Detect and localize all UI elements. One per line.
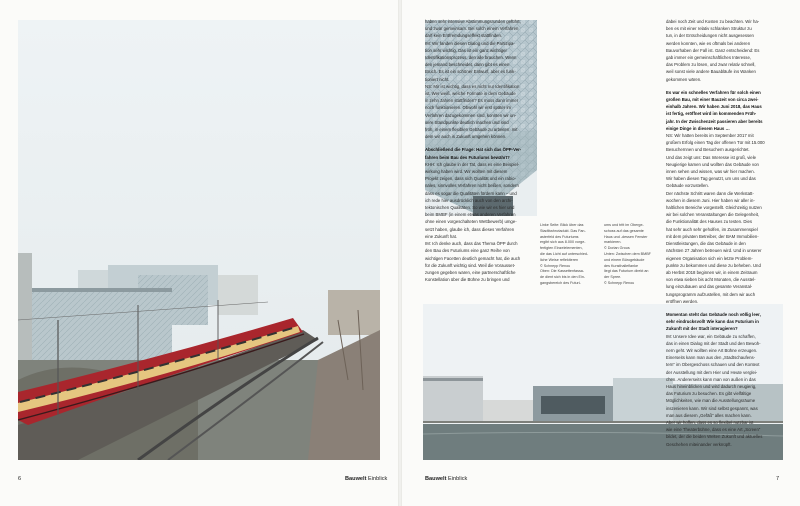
body-line: Gebäude vorzustellen. xyxy=(666,183,709,189)
body-line: Einerseits kann man aus den „Stadtschaufens- xyxy=(666,355,756,361)
caption-left xyxy=(540,223,596,287)
body-line: IM: Unsere Idee war, ein Gebäude zu schaffen, xyxy=(666,333,756,339)
body-line: darf kein Entfremdungseffekt stattfinden. xyxy=(425,33,503,39)
body-line: nales, sinnvolles Verfahren nicht beißen, sondern xyxy=(425,183,519,189)
question-line: ist fertig, eröffnet wird im kommenden Früh- xyxy=(666,111,757,117)
body-line: ab Herbst 2018 beginnen wir, in einem Zeitraum xyxy=(666,269,758,275)
caption-line: Haus und -dessen Fenster xyxy=(604,234,648,239)
body-line: eine Zukunft hat. xyxy=(425,233,458,239)
body-line: Konstellation über die Bühne zu bringen und xyxy=(425,277,510,283)
left-running-footer xyxy=(345,476,387,482)
body-line: punkte zu bekommen und diese zu beheben. Und xyxy=(666,262,761,268)
caption-line: markieren. xyxy=(604,240,622,245)
body-line: zungen gegeben waren, eine partnerschaftliche xyxy=(425,269,516,275)
body-line: Besuchernnen und Besuchern ausgerichtet. xyxy=(666,147,750,153)
body-line: dass es sogar die Qualitäten fördern kann – und xyxy=(425,190,517,196)
text-column-1 xyxy=(425,18,537,283)
body-line: tion sehr wichtig. Das ist ein ganz wichtiger xyxy=(425,47,507,53)
body-line: haltlichen Bereiche vorgestellt. Gleichzeitig nutzen xyxy=(666,205,762,211)
body-line: den Bau des Futuriums eine ganz Reihe von xyxy=(425,248,510,254)
body-line: Bruch. Es ist ein schöner Entwurf, aber es funk- xyxy=(425,69,516,75)
body-line: tungsprogramm aufzustellen, mit dem wir auch xyxy=(666,291,756,297)
body-line: tektonischen Qualitäten. So wie wir es hier und xyxy=(425,205,515,211)
question-line: einige Dinge in diesem Haus … xyxy=(666,125,730,131)
caption-line: der Spree. xyxy=(604,275,622,280)
caption-line: © Schnepp Renou xyxy=(604,280,635,285)
question-line: Momentan steht das Gebäude noch völlig leer, xyxy=(666,311,761,317)
question-line: fahren beim Bau des Futuriums bewährt? xyxy=(425,154,510,160)
body-line: den jemand beschneidet, dann gibt es einen xyxy=(425,62,510,68)
body-line: eröffnen werden. xyxy=(666,298,699,304)
body-line: weil sonst viele andere Bauabläufe ins Wanken xyxy=(666,69,756,75)
body-line: tern“ im Obergeschoss schauen und den Kontext xyxy=(666,362,760,368)
body-line: wochen in diesem Juni. Hier haben wir aller in- xyxy=(666,197,755,203)
body-line: dem wir auch in Zukunft umgehen können. xyxy=(425,134,507,140)
text-column-3 xyxy=(666,18,786,448)
body-line: NS: Wir hatten bereits im September 2017 mit xyxy=(666,133,754,139)
body-line: wichtigen Facetten deutlich gemacht hat, die auch xyxy=(425,255,521,261)
body-line: Aber wir hoffen, dass es so flexibel nutzbar ist xyxy=(666,419,754,425)
body-line: in zehn Jahren stattfinden? Es muss dann immer xyxy=(425,98,519,104)
question-line: Zukunft mit der Stadt interagieren? xyxy=(666,326,738,332)
body-line: Verfahren dazugekommen sind, konnten wir un- xyxy=(425,112,517,118)
body-line: tun, in der Entscheidungen nicht ausgesessen xyxy=(666,33,754,39)
body-line: Und das zeigt uns: Das Interesse ist groß, viele xyxy=(666,154,757,160)
body-line: bildet, der die beiden Welten Zukunft und aktuelles xyxy=(666,434,763,440)
caption-line: liegt das Futurium direkt an xyxy=(604,269,649,274)
body-line: ohne einen vorgeschalteten Wettbewerb) umge- xyxy=(425,219,517,225)
body-line: die Funktionalität des Hauses zu testen. Dies xyxy=(666,219,752,225)
body-line: gekommen wären. xyxy=(666,76,702,82)
body-line: NS: Mir ist wichtig, dass es nicht nur Identifikation xyxy=(425,83,520,89)
body-line: gab immer ein gemeinschaftliches Interesse, xyxy=(666,55,752,61)
body-line: IM: Ich denke auch, dass das Thema ÖPP durch xyxy=(425,241,518,247)
question-line: einhalb Jahren. Wir haben Juni 2018, das Haus xyxy=(666,104,762,110)
sbahn-illustration xyxy=(18,20,380,460)
caption-line: de dient sich bis in den Ein- xyxy=(540,275,586,280)
body-line: IM: Wir fanden diesen Dialog und die Partizipa- xyxy=(425,40,515,46)
caption-line: und einem Bürogebäude xyxy=(604,257,645,262)
caption-right xyxy=(604,223,662,287)
body-line: eigenen Organisation sich ein letzte Problem- xyxy=(666,255,753,261)
body-line: ist. Wer weiß, welche Formate in dem Gebäude xyxy=(425,91,516,97)
body-line: man aus diesem „Gefäß“ alles machen kann. xyxy=(666,412,752,418)
body-line: Der nächste Schritt waren dann die Werkstatt- xyxy=(666,190,754,196)
body-line: wie eine Theaterbühne, dass es eine Art „Screen“ xyxy=(666,427,761,433)
question-line: Es war ein schnelles Verfahren für solch einen xyxy=(666,89,761,95)
body-line: ich rede hier ausdrücklich auch von den archi- xyxy=(425,197,513,203)
caption-line: Stadtbahnviadukt. Das Fan- xyxy=(540,228,586,233)
question-line: Abschließend die Frage: Hat sich das ÖPP-Ver- xyxy=(425,147,522,153)
body-line: ben es mit einer relativ schlanken Struktur zu xyxy=(666,26,752,32)
body-line: für die Zukunft wichtig sind. Weil die Vorausset- xyxy=(425,262,516,268)
body-line: lung einzubauen und das gesamte Veranstal- xyxy=(666,284,753,290)
right-page-number: 7 xyxy=(776,476,780,482)
caption-line: ergibt sich aus 8.000 vorge- xyxy=(540,240,586,245)
body-line: Projekt zeigen, dass sich Qualität und ein rabio- xyxy=(425,176,517,182)
body-line: nächsten 27 Jahren betreuen wird. Und in unserer xyxy=(666,248,762,254)
body-line: setzt haben, glaube ich, dass dieses Verfahren xyxy=(425,226,515,232)
brand-name: Bauwelt xyxy=(345,476,367,482)
body-line: Geschehen miteinander verknüpft. xyxy=(666,441,732,447)
body-line: Haus hineinblicken und wird dadurch neugierig, xyxy=(666,383,757,389)
caption-line: Unten: Zwischen dem BMBF xyxy=(604,251,651,256)
caption-line: fertigten Einzelelementen, xyxy=(540,246,583,251)
body-line: mit dem privaten Betreiber, der BAM Immobilien- xyxy=(666,233,759,239)
caption-line: die das Licht auf unterschied- xyxy=(540,251,589,256)
caption-line: schoss auf das gesamte xyxy=(604,228,644,233)
body-line: Bauvorhaben der Fall ist. Ganz entscheidend: Es xyxy=(666,47,760,53)
body-line: und zwar gemeinsam. Bei solch einem Verfahren xyxy=(425,26,519,32)
body-line: Möglichkeiten, wie man die Ausstellungsräume xyxy=(666,398,756,404)
section-name: Einblick xyxy=(368,476,388,482)
body-line: werden konnten, wie es oftmals bei anderen xyxy=(666,40,751,46)
body-line: Wir haben diesen Tag genutzt, um uns und das xyxy=(666,176,756,182)
body-line: noch funktionieren. Obwohl wir erst später im xyxy=(425,105,511,111)
body-line: von etwa sieben bis acht Monaten, die Ausstel- xyxy=(666,277,756,283)
body-line: sere Standpunkte deutlich machen und sind xyxy=(425,119,509,125)
body-line: innen sehen und wissen, was wir hier machen. xyxy=(666,169,755,175)
left-page-number: 6 xyxy=(18,476,22,482)
caption-line: liche Weise reflektieren xyxy=(540,257,579,262)
body-line: inszenieren kann. Wir sind selbst gespannt, was xyxy=(666,405,758,411)
caption-line: © Schnepp Renou xyxy=(540,263,571,268)
body-line: Dienstleistungen, die das Gebäude in den xyxy=(666,241,746,247)
section-name: Einblick xyxy=(448,476,468,482)
body-line: chen. Andererseits kann man von außen in das xyxy=(666,376,756,382)
body-line: froh, in einem flexiblen Gebäude zu arbeiten, mit xyxy=(425,127,518,133)
body-line: der Ausstellung mit dem Hier und Heute verglei- xyxy=(666,369,758,375)
body-line: das Problem zu lösen, und zwar relativ schnell, xyxy=(666,62,756,68)
photo-sbahn-viaduct xyxy=(18,20,380,460)
body-line: haben sehr intensive Abstimmungsrunden geführt, xyxy=(425,19,521,24)
question-line: jahr. In der Zwischenzeit passieren aber bereits xyxy=(666,118,763,124)
body-line: nern geht. Wir wollten eine Art Bühne erzeugen. xyxy=(666,347,758,353)
body-line: beim BMBF (in einem etwas anderen Verfahren xyxy=(425,212,516,218)
body-line: dabei noch Zeit und Kosten zu beachten. Wir ha- xyxy=(666,19,760,24)
caption-line: Linke Seite: Blick über das xyxy=(540,223,584,227)
caption-line: des Kunsthalleflanke xyxy=(604,263,639,268)
right-running-footer xyxy=(425,476,467,482)
body-line: Identifikationsprozess, den alle brauchen. Wenn xyxy=(425,55,517,61)
body-line: das in einen Dialog mit der Stadt und den Bewoh- xyxy=(666,340,761,346)
body-line: großem Erfolg einen Tag der offenen Tür mit 15.000 xyxy=(666,140,765,146)
body-line: tioniert nicht. xyxy=(425,76,450,82)
caption-line: gangsbereich des Futuri- xyxy=(540,280,581,285)
body-line: wirkung haben wird. Wir wollten mit diesem xyxy=(425,169,508,175)
body-line: KHH: Ich glaube in der Tat, dass es eine Beispiel- xyxy=(425,161,520,167)
body-line: wir bei solchen Veranstaltungen die Gelegenheit, xyxy=(666,212,760,218)
question-line: sehr eindrucksvoll! Wie kann das Futurium in xyxy=(666,319,759,325)
brand-name: Bauwelt xyxy=(425,476,447,482)
body-line: Neugierige kamen und wollten das Gebäude von xyxy=(666,161,759,167)
body-line: das Futurium zu besuchen. Es gibt vielfältige xyxy=(666,391,752,397)
question-line: großen Bau, mit einer Bauzeit von circa zwei- xyxy=(666,97,759,103)
body-line: hat sehr auch sehr geholfen, im Zusammenspiel xyxy=(666,226,758,232)
caption-line: Oben: Die Kassettenfassa- xyxy=(540,269,585,274)
caption-line: © Dorian Grous xyxy=(604,246,630,251)
caption-line: ums und tritt im Oberge- xyxy=(604,223,644,227)
caption-line: asterfeld des Futuriums xyxy=(540,234,579,239)
